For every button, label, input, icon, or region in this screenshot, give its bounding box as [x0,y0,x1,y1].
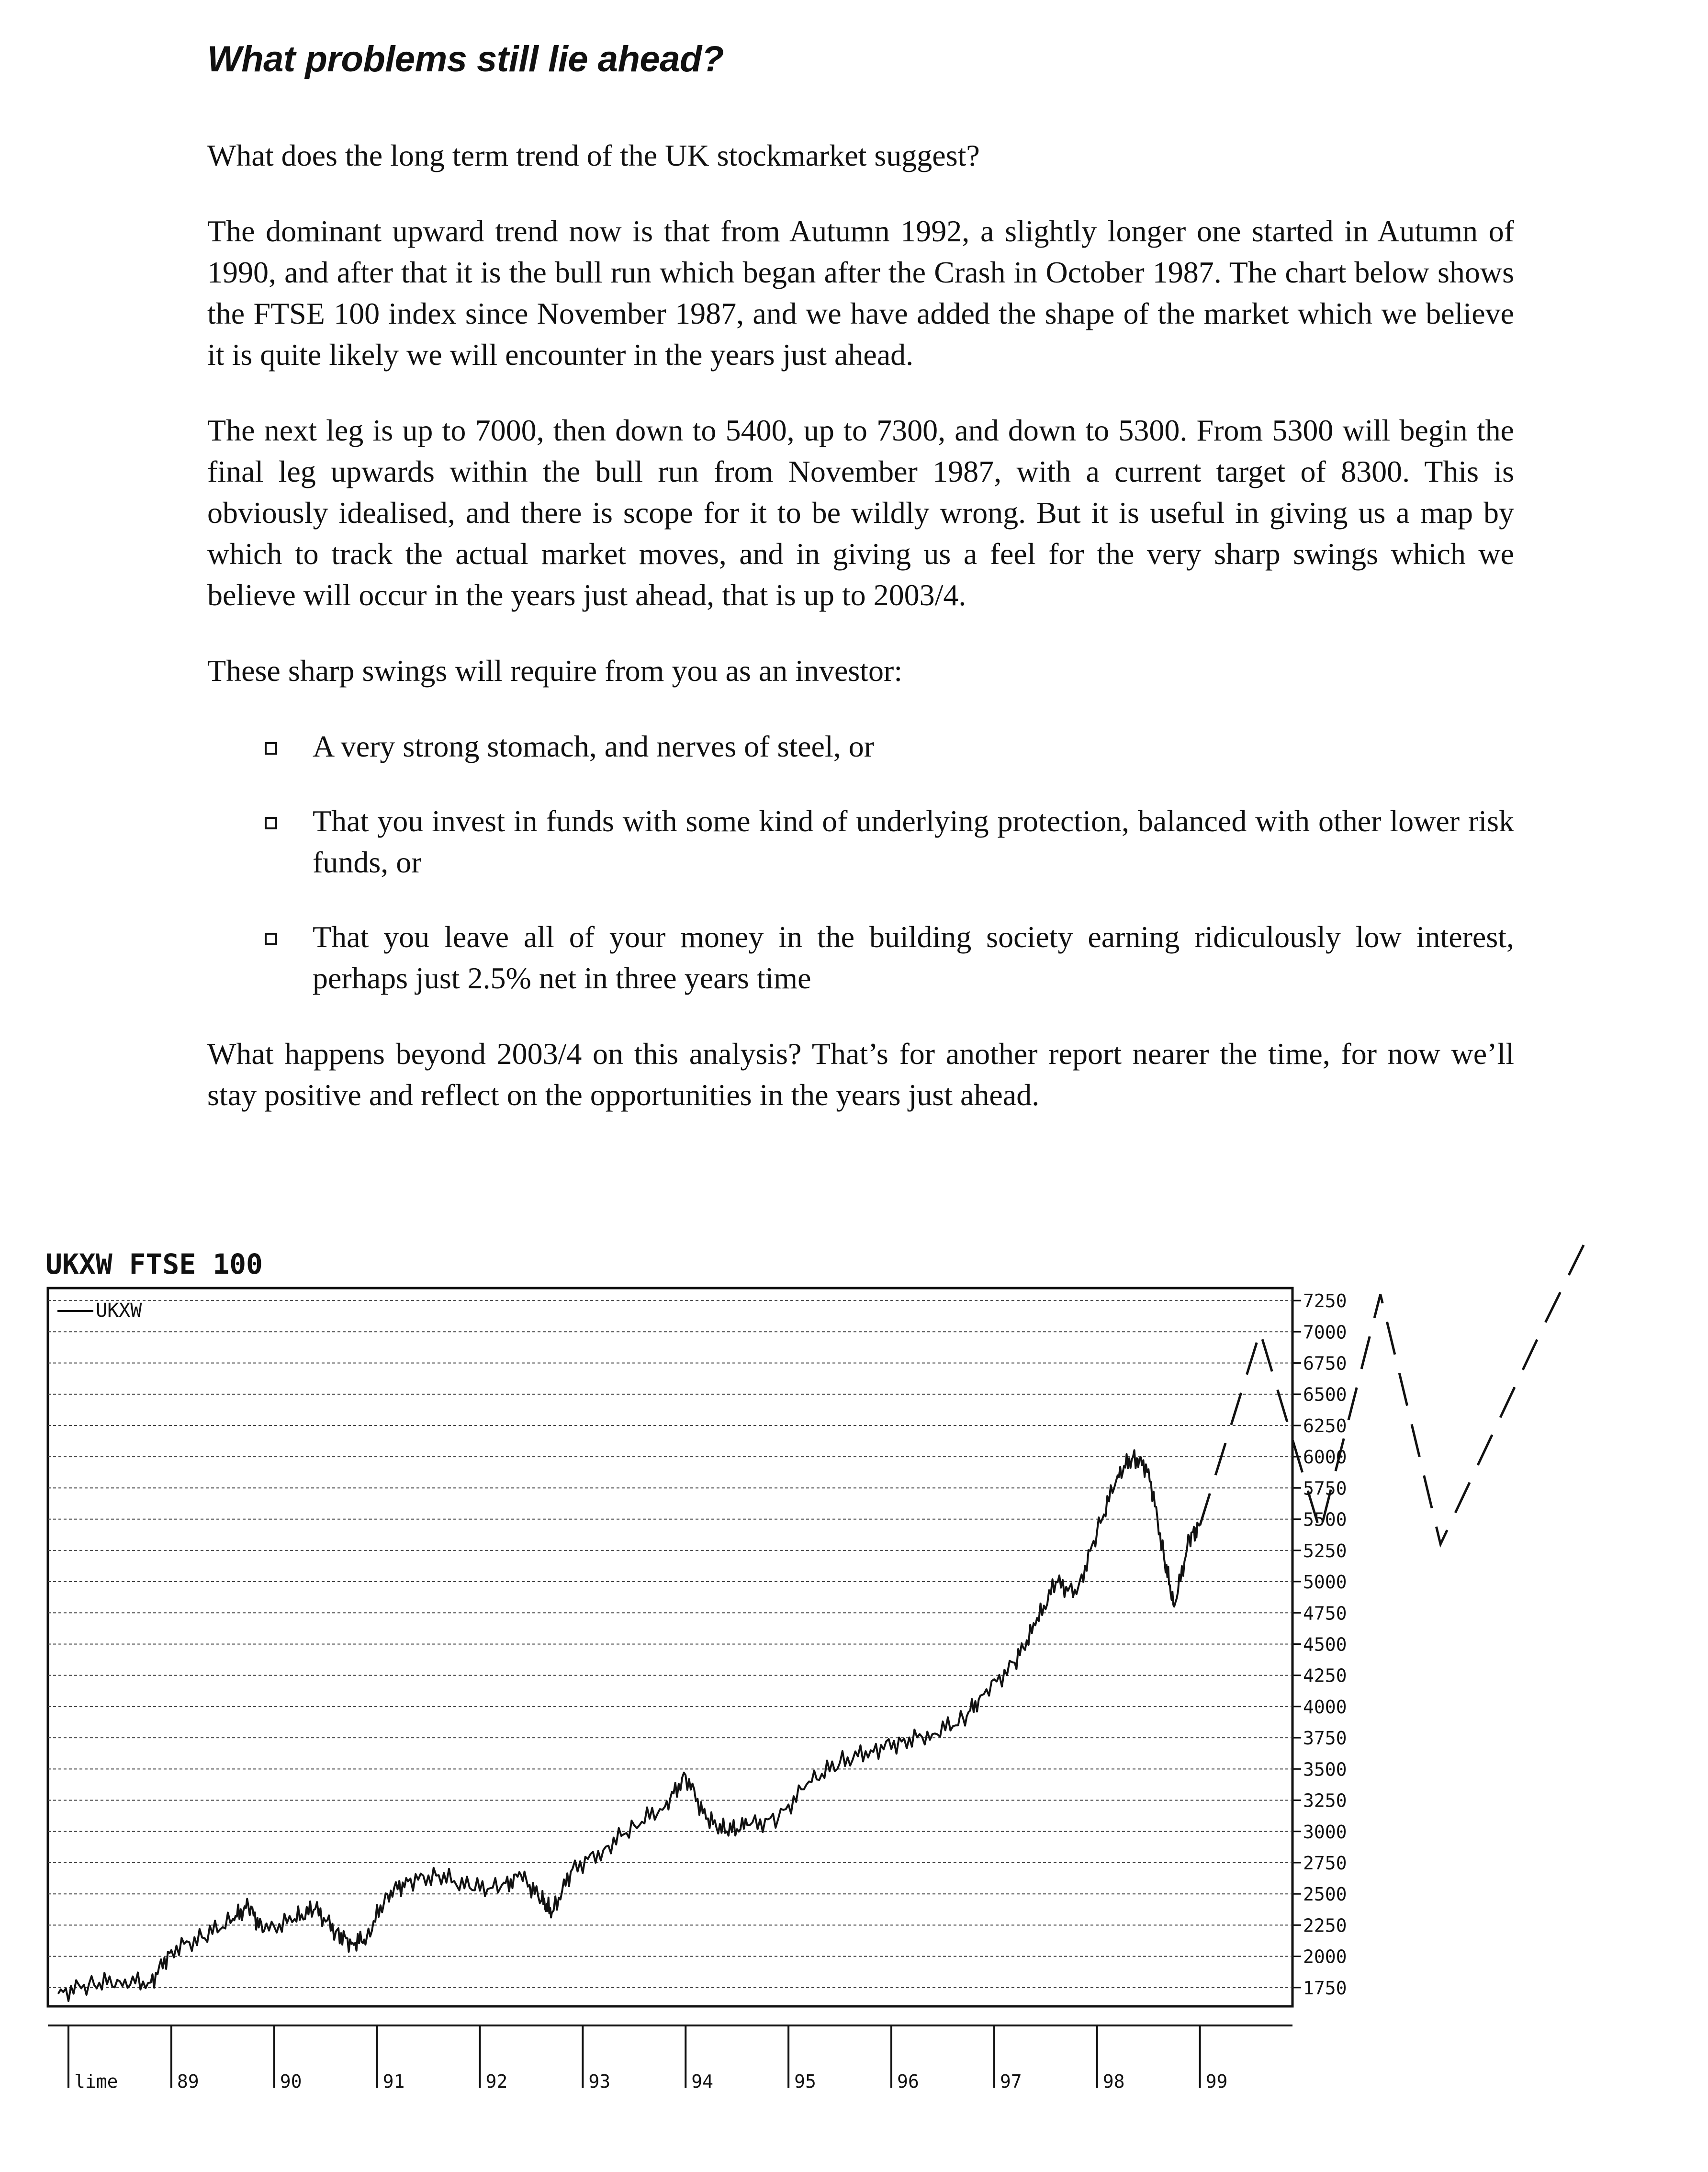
x-tick-label: lime [74,2071,118,2092]
y-tick-label: 3000 [1303,1821,1347,1843]
y-tick-label: 6000 [1303,1447,1347,1468]
x-tick-label: 94 [691,2071,713,2092]
closing-paragraph: What happens beyond 2003/4 on this analysis? That’s for another report nearer the time, for now we’ll stay positive and reflect on the opportunities in the years just ahead. [207,1037,1514,1112]
plot-frame [48,1288,1292,2006]
y-tick-label: 5500 [1303,1509,1347,1530]
y-tick-label: 6500 [1303,1384,1347,1405]
x-axis [48,2025,1292,2092]
bullets-intro: These sharp swings will require from you as an investor: [207,654,903,688]
bullet-text: That you invest in funds with some kind of underlying protection, balanced with other lower risk funds, or [313,804,1514,879]
x-tick-label: 92 [485,2071,508,2092]
x-tick-label: 97 [1000,2071,1022,2092]
article [207,19,1514,1150]
list-item [260,801,1514,883]
y-axis [1292,1290,1347,1999]
y-tick-label: 3250 [1303,1790,1347,1811]
ftse-chart [0,1240,1708,2172]
x-tick-label: 90 [280,2071,302,2092]
bullet-text: A very strong stomach, and nerves of steel, or [313,729,875,763]
intro-question: What does the long term trend of the UK stockmarket suggest? [207,138,980,172]
chart-title: UKXW FTSE 100 [45,1248,263,1280]
bullet-list [260,726,1514,999]
y-tick-label: 5000 [1303,1572,1347,1593]
grid-lines [48,1301,1292,1988]
x-tick-label: 93 [588,2071,611,2092]
y-tick-label: 3500 [1303,1759,1347,1780]
y-tick-label: 5750 [1303,1478,1347,1499]
y-tick-label: 5250 [1303,1540,1347,1561]
y-tick-label: 2250 [1303,1915,1347,1936]
y-tick-label: 6250 [1303,1415,1347,1437]
projection-line [1200,1240,1621,1544]
x-tick-label: 98 [1102,2071,1125,2092]
checkbox-icon [265,817,277,829]
y-tick-label: 2500 [1303,1884,1347,1905]
list-item [260,916,1514,999]
y-tick-label: 4250 [1303,1665,1347,1686]
y-tick-label: 2750 [1303,1853,1347,1874]
y-tick-label: 7000 [1303,1322,1347,1343]
page-title: What problems still lie ahead? [207,39,724,79]
y-tick-label: 4500 [1303,1634,1347,1655]
paragraph-1: The dominant upward trend now is that from Autumn 1992, a slightly longer one started in Autumn of 1990, and after that it is the bull run which began after the Crash in October 1987. The chart below shows the FTSE 100 index since November 1987, and we have added the shape of the market which we believe it is quite likely we will encounter in the years just ahead. [207,214,1514,372]
y-tick-label: 4750 [1303,1603,1347,1624]
x-tick-label: 99 [1205,2071,1228,2092]
y-tick-label: 7250 [1303,1290,1347,1312]
bullet-text: That you leave all of your money in the building society earning ridiculously low interest, perhaps just 2.5% net in three years time [313,920,1514,995]
checkbox-icon [265,742,277,755]
x-tick-label: 89 [177,2071,199,2092]
legend-label: UKXW [96,1300,142,1322]
paragraph-2: The next leg is up to 7000, then down to 5400, up to 7300, and down to 5300. From 5300 will begin the final leg upwards within the bull run from November 1987, with a current target of 8300. This is obviously idealised, and there is scope for it to be wildly wrong. But it is useful in giving us a map by which to track the actual market moves, and in giving us a feel for the very sharp swings which we believe will occur in the years just ahead, that is up to 2003/4. [207,413,1514,612]
y-tick-label: 1750 [1303,1977,1347,1999]
list-item [260,726,1514,767]
y-tick-label: 3750 [1303,1728,1347,1749]
y-tick-label: 2000 [1303,1946,1347,1968]
y-tick-label: 6750 [1303,1353,1347,1374]
x-tick-label: 91 [382,2071,405,2092]
ftse-series-line [58,1450,1200,2001]
x-tick-label: 95 [794,2071,816,2092]
y-tick-label: 4000 [1303,1696,1347,1718]
legend [57,1300,142,1322]
checkbox-icon [265,933,277,945]
x-tick-label: 96 [897,2071,919,2092]
